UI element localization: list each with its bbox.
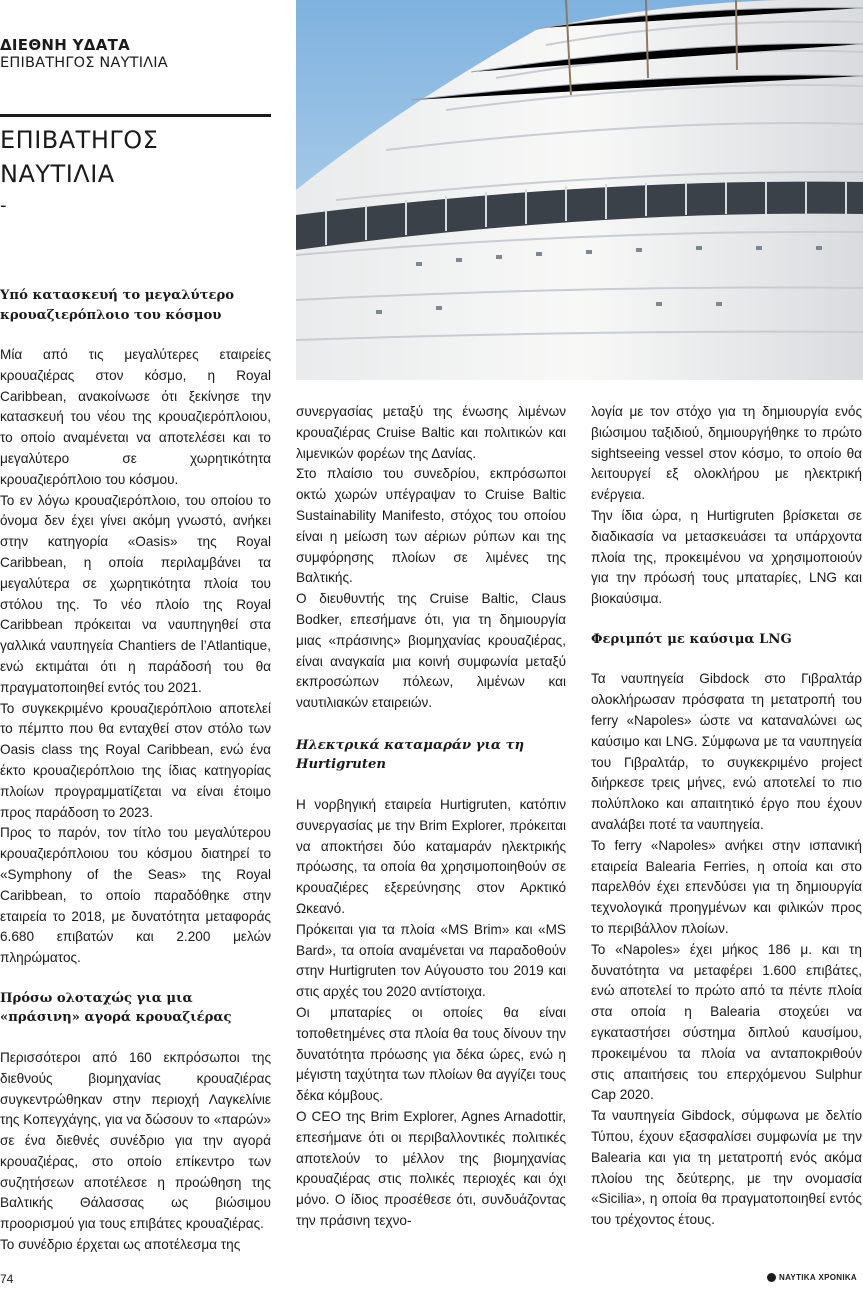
cruise-ship-photo <box>296 0 863 380</box>
title-dash: - <box>0 195 7 216</box>
header-rule <box>0 114 271 117</box>
paragraph: συνεργασίας μεταξύ της ένωσης λιμένων κρουαζιέρας Cruise Baltic και πολιτικών και λιμενικών φορέων της Δανίας. <box>296 404 566 461</box>
paragraph: Περισσότεροι από 160 εκπρόσωποι της διεθνούς βιομηχανίας κρουαζιέρας συγκεντρώθηκαν στην περιοχή Λαγκελίνιε της Κοπεγχάγης, για να δώσουν το «παρών» σε ένα διεθνές συνέδριο για την αγορά κρουαζιέρας, στο οποίο επίκεντρο των συζητήσεων αποτέλεσε η προώθηση της Βαλτικής Θάλασσας ως βιώσιμου προορισμού για τους επιβάτες κρουαζιέρας. <box>0 1049 271 1232</box>
paragraph: Το εν λόγω κρουαζιερόπλοιο, του οποίου το όνομα δεν έχει γίνει ακόμη γνωστό, ανήκει στην κατηγορία «Oasis» της Royal Caribbean, η οποία περιλαμβάνει τα μεγαλύτερα σε χωρητικότητα πλοία του στόλου της. Το νέο πλοίο της Royal Caribbean πρόκειται να ναυπηγηθεί στα γαλλικά ναυπηγεία Chantiers de l’Atlantique, ενώ εκτιμάται ότι η παράδοσή του θα πραγματοποιηθεί εντός του 2021. <box>0 492 271 695</box>
paragraph: Τα ναυπηγεία Gibdock, σύμφωνα με δελτίο Τύπου, έχουν εξασφαλίσει συμφωνία με την Balearia και για τη μετατροπή ενός ακόμα πλοίου της δεύτερης, με την ονομασία «Sicilia», η οποία θα πραγματοποιηθεί εντός του τρέχοντος έτους. <box>591 1108 862 1228</box>
paragraph: Το ferry «Napoles» ανήκει στην ισπανική εταιρεία Balearia Ferries, η οποία και στο παρελθόν έχει επενδύσει για τη δημιουργία τεχνολογικά προηγμένων και φιλικών προς το περιβάλλον πλοίων. <box>591 837 862 937</box>
article-column-3 <box>591 402 862 1231</box>
section-header <box>0 36 270 72</box>
article-column-1 <box>0 286 271 1256</box>
paragraph: Το «Napoles» έχει μήκος 186 μ. και τη δυνατότητα να μεταφέρει 1.600 επιβάτες, ενώ αποτελεί το πρώτο από τα πέντε πλοία στα οποία η Balearia στοχεύει να εγκαταστήσει σύστημα διπλού καυσίμου, προκειμένου τα πλοία να ανταποκριθούν στις απαιτήσεις του επερχόμενου Sulphur Cap 2020. <box>591 941 862 1103</box>
magazine-name: ΝΑΥΤΙΚΑ ΧΡΟΝΙΚΑ <box>779 1273 857 1282</box>
cruise-ship-illustration <box>296 0 863 380</box>
paragraph: Πρόκειται για τα πλοία «MS Brim» και «MS Bard», τα οποία αναμένεται να παραδοθούν στην Hurtigruten τον Αύγουστο του 2019 και στις αρχές του 2020 αντίστοιχα. <box>296 921 566 1000</box>
article-heading-green-cruise-market: Πρόσω ολοταχώς για μια «πράσινη» αγορά κρουαζιέρας <box>0 990 232 1026</box>
page-title-line1: ΕΠΙΒΑΤΗΓΟΣ <box>0 126 159 154</box>
paragraph: Η νορβηγική εταιρεία Hurtigruten, κατόπιν συνεργασίας με την Brim Explorer, πρόκειται να αποκτήσει δύο καταμαράν ηλεκτρικής πρόωσης, τα οποία θα χρησιμοποιηθούν σε κρουαζιέρες εξερεύνησης στον Αρκτικό Ωκεανό. <box>296 796 566 916</box>
article-column-2 <box>296 402 566 1232</box>
paragraph: Ο διευθυντής της Cruise Baltic, Claus Bodker, επεσήμανε ότι, για τη δημιουργία μιας «πράσινης» βιομηχανίας κρουαζιέρας, είναι αναγκαία μια κοινή συμφωνία μεταξύ εκπροσώπων πόλεων, λιμένων και ναυτιλιακών εταιρειών. <box>296 591 566 711</box>
article-heading-largest-cruise-ship: Υπό κατασκευή το μεγαλύτερο κρουαζιερόπλοιο του κόσμου <box>0 288 235 323</box>
paragraph: Το συνέδριο έρχεται ως αποτέλεσμα της <box>0 1237 241 1253</box>
section-subcategory: ΕΠΙΒΑΤΗΓΟΣ ΝΑΥΤΙΛΙΑ <box>0 55 168 71</box>
paragraph: λογία με τον στόχο για τη δημιουργία ενός βιώσιμου ταξιδιού, δημιουργήθηκε το πρώτο sightseeing vessel στον κόσμο, το οποίο θα λειτουργεί εξ ολοκλήρου με ηλεκτρική ενέργεια. <box>591 404 862 503</box>
paragraph: Το συγκεκριμένο κρουαζιερόπλοιο αποτελεί το πέμπτο που θα ενταχθεί στον στόλο των Oasis class της Royal Caribbean, ενώ ένα έκτο κρουαζιερόπλοιο της ίδιας κατηγορίας πλοίων προγραμματίζεται να είναι έτοιμο προς παράδοση το 2023. <box>0 700 271 820</box>
paragraph: Ο CEO της Brim Explorer, Agnes Arnadottir, επεσήμανε ότι οι περιβαλλοντικές πολιτικές αποτελούν το μέλλον της βιομηχανίας κρουαζιέρας στις πολικές περιοχές και όχι μόνο. Ο ίδιος προσέθεσε ότι, συνδυάζοντας την πράσινη τεχνο- <box>296 1108 566 1228</box>
paragraph: Στο πλαίσιο του συνεδρίου, εκπρόσωποι οκτώ χωρών υπέγραψαν το Cruise Baltic Sustainability Manifesto, στόχος του οποίου είναι η μείωση των αέριων ρύπων και της συμφόρησης πλοίων σε λιμένες της Βαλτικής. <box>296 466 566 586</box>
paragraph: Την ίδια ώρα, η Hurtigruten βρίσκεται σε διαδικασία να μετασκευάσει τα υπάρχοντα πλοία της, προκειμένου να χρησιμοποιούν για την πρόωσή τους μπαταρίες, LNG και βιοκαύσιμα. <box>591 507 862 607</box>
page-title-line2: ΝΑΥΤΙΛΙΑ <box>0 160 115 188</box>
article-heading-electric-catamarans: Ηλεκτρικά καταμαράν για τη Hurtigruten <box>296 737 525 773</box>
page-number: 74 <box>0 1272 14 1286</box>
paragraph: Τα ναυπηγεία Gibdock στο Γιβραλτάρ ολοκλήρωσαν πρόσφατα τη μετατροπή του ferry «Napoles» ώστε να καταναλώνει ως καύσιμο και LNG. Σύμφωνα με τα ναυπηγεία του Γιβραλτάρ, το συγκεκριμένο project διήρκεσε τρεις μήνες, ενώ αποτελεί το πιο πολύπλοκο και απαιτητικό έργο που έχουν αναλάβει ποτέ τα ναυπηγεία. <box>591 671 862 833</box>
magazine-logo-icon <box>767 1273 776 1282</box>
article-heading-lng-ferry: Φεριμπότ με καύσιμα LNG <box>591 631 792 647</box>
paragraph: Προς το παρόν, τον τίτλο του μεγαλύτερου κρουαζιερόπλοιου του κόσμου διατηρεί το «Symphony of the Seas» της Royal Caribbean, το οποίο παραδόθηκε στην εταιρεία το 2018, με δυνατότητα μεταφοράς 6.680 επιβατών και 2.200 μελών πληρώματος. <box>0 825 271 966</box>
page-title <box>0 123 270 221</box>
paragraph: Μία από τις μεγαλύτερες εταιρείες κρουαζιέρας στον κόσμο, η Royal Caribbean, ανακοίνωσε ότι ξεκίνησε την κατασκευή του νέου της κρουαζιερόπλοιου, το οποίο αναμένεται να αποτελέσει και το μεγαλύτερο σε χωρητικότητα κρουαζιερόπλοιο του κόσμου. <box>0 347 271 487</box>
magazine-footer <box>767 1273 857 1282</box>
section-category: ΔΙΕΘΝΗ ΥΔΑΤΑ <box>0 36 131 54</box>
paragraph: Οι μπαταρίες οι οποίες θα είναι τοποθετημένες στα πλοία θα τους δίνουν την δυνατότητα πρόωσης για δέκα ώρες, ενώ η μέγιστη ταχύτητα των πλοίων θα αγγίζει τους δέκα κόμβους. <box>296 1004 566 1104</box>
